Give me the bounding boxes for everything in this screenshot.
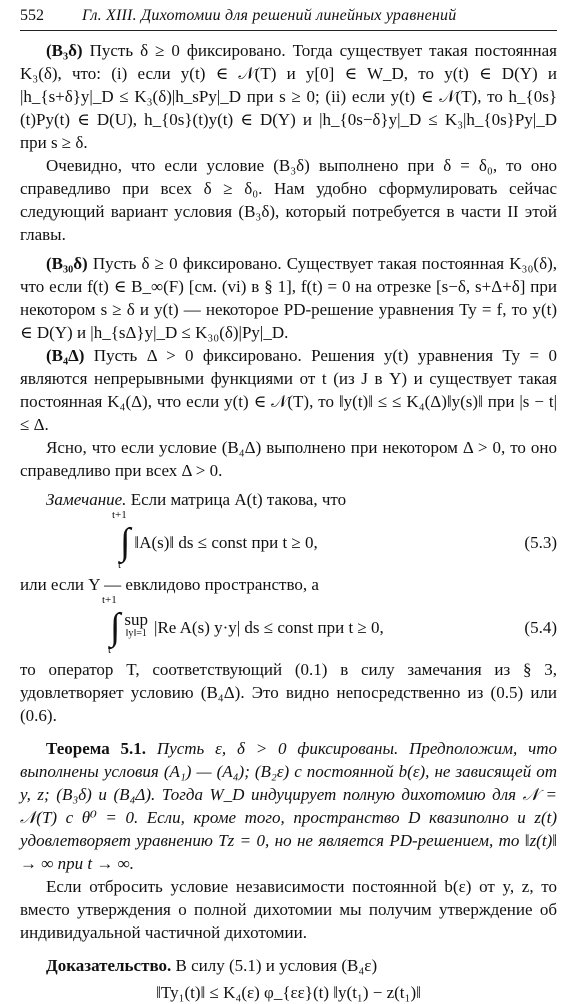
remark-text: Если матрица A(t) такова, что	[126, 490, 347, 509]
condition-label: (B₄Δ)	[46, 346, 85, 365]
condition-b30d	[20, 252, 557, 344]
condition-text: Пусть δ ≥ 0 фиксировано. Тогда существует такая постоянная K₃(δ), что: (i) если y(t) ∈ 𝒩(T) и y[0] ∈ W_D, то y(t) ∈ D(Y) и |h_{s+δ}y|_D ≤ K₃(δ)|h_sPy|_D при s ≥ 0; (ii) если y(t) ∈ 𝒩(T), то h_{0s}(t)Py(t) ∈ D(U), h_{0s}(t)y(t) ∈ D(Y) и |h_{0s−δ}y|_D ≤ K₃|h_{0s}Py|_D при s ≥ δ.	[20, 41, 557, 152]
integral-upper-limit: t+1	[112, 509, 127, 521]
proof-label: Доказательство.	[46, 956, 172, 975]
integral-lower-limit: t	[108, 644, 112, 656]
condition-b3d	[20, 39, 557, 154]
paragraph-operator: то оператор T, соответствующий (0.1) в силу замечания из § 3, удовлетворяет условию (B₄Δ). Это видно непосредственно из (0.5) или (0.6).	[20, 660, 557, 725]
remark-label: Замечание.	[46, 490, 127, 509]
chapter-title: Гл. XIII. Дихотомии для решений линейных уравнений	[82, 7, 457, 24]
condition-label: (B₃δ)	[46, 41, 83, 60]
sup-subscript: ‖y‖=1	[125, 628, 147, 639]
equation-number: (5.4)	[524, 617, 557, 637]
equation-number: (5.3)	[524, 532, 557, 552]
formula-5-4	[20, 594, 557, 656]
integral-sign: ∫ t+1 t	[102, 594, 121, 656]
theorem-label: Теорема 5.1.	[46, 739, 147, 758]
paragraph-clear: Ясно, что если условие (B₄Δ) выполнено при некотором Δ > 0, то оно справедливо при всех Δ > 0.	[20, 438, 557, 480]
formula-body: ‖A(s)‖ ds ≤ const при t ≥ 0,	[134, 532, 318, 552]
condition-b4d	[20, 344, 557, 436]
condition-text: Пусть Δ > 0 фиксировано. Решения y(t) уравнения Ty = 0 являются непрерывными функциями от t (из J в Y) и существует такая постоянная K₄(Δ), что если y(t) ∈ 𝒩(T), то ‖y(t)‖ ≤ ≤ K₄(Δ)‖y(s)‖ при |s − t| ≤ Δ.	[20, 346, 557, 434]
condition-label: (B₃₀δ)	[46, 254, 88, 273]
formula-estimate: ‖Ty₁(t)‖ ≤ K₄(ε) φ_{εε}(t) ‖y(t₁) − z(t₁)‖	[156, 983, 421, 1002]
sup-label: sup	[124, 610, 149, 629]
sup-operator	[124, 610, 149, 641]
formula-body: |Re A(s) y·y| ds ≤ const при t ≥ 0,	[154, 617, 384, 637]
condition-text: Пусть δ ≥ 0 фиксировано. Существует такая постоянная K₃₀(δ), что если f(t) ∈ B_∞(F) [см. (vi) в § 1], f(t) = 0 на отрезке [s−δ, s+Δ+δ] при некотором s ≥ δ и y(t) — некоторое PD-решение уравнения Ty = f, то y(t) ∈ D(Y) и |h_{sΔ}y|_D ≤ K₃₀(δ)|Py|_D.	[20, 254, 557, 342]
integral-upper-limit: t+1	[102, 594, 117, 606]
paragraph-obvious: Очевидно, что если условие (B₃δ) выполнено при δ = δ₀, то оно справедливо при всех δ ≥ δ₀. Нам удобно сформулировать сейчас следующий вариант условия (B₃δ), который потребуется в части II этой главы.	[20, 156, 557, 244]
integral-sign: ∫ t+1 t	[112, 509, 131, 571]
integral-lower-limit: t	[118, 559, 122, 571]
running-header	[20, 0, 557, 31]
proof	[20, 954, 557, 977]
remark	[20, 488, 557, 511]
theorem-text: Пусть ε, δ > 0 фиксированы. Предположим, что выполнены условия (A₁) — (A₄); (B₂ε) с постоянной b(ε), не зависящей от y, z; (B₃δ) и (B₄Δ). Тогда W_D индуцирует полную дихотомию для 𝒩 = 𝒩(T) с θ⁰ = 0. Если, кроме того, пространство D квазиполно и z(t) удовлетворяет уравнению Tz = 0, но не является PD-решением, то ‖z(t)‖ → ∞ при t → ∞.	[20, 739, 558, 873]
paragraph-or: или если Y — евклидово пространство, а	[20, 575, 319, 594]
formula-5-3	[20, 509, 557, 571]
theorem-5-1	[20, 737, 557, 875]
proof-text: В силу (5.1) и условия (B₄ε)	[171, 956, 378, 975]
page-number: 552	[20, 7, 44, 24]
paragraph-drop-condition: Если отбросить условие независимости постоянной b(ε) от y, z, то вместо утверждения о полной дихотомии мы получим утверждение об индивидуальной частичной дихотомии.	[20, 877, 557, 942]
